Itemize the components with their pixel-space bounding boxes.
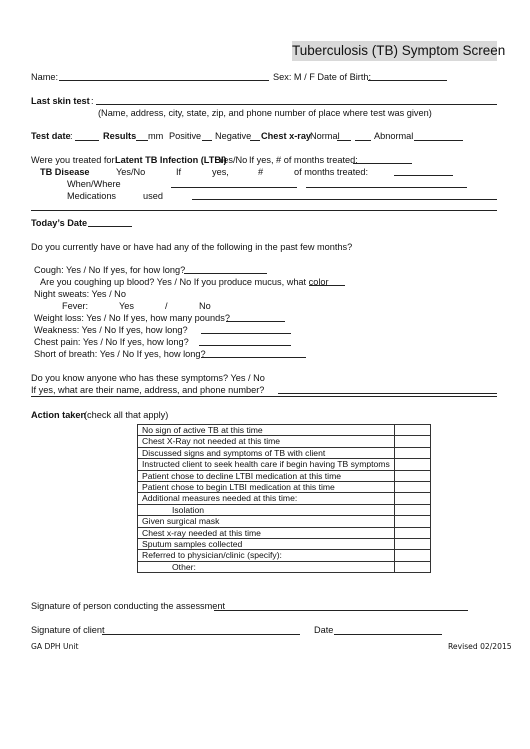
action-row-checkbox[interactable] <box>395 459 431 470</box>
action-row-label: Discussed signs and symptoms of TB with client <box>138 447 395 458</box>
abnormal-label: Abnormal <box>374 131 414 141</box>
treated-for-label: Were you treated for: <box>31 155 118 165</box>
signature-date-label: Date <box>314 625 334 635</box>
positive-field[interactable] <box>202 140 212 141</box>
medications-label: Medications <box>67 191 117 201</box>
todays-date-field[interactable] <box>88 226 132 227</box>
assessor-signature-label: Signature of person conducting the assessment <box>31 601 226 611</box>
last-skin-test-field[interactable] <box>96 104 497 105</box>
action-row-label: Patient chose to begin LTBI medication at this time <box>138 482 395 493</box>
name-field[interactable] <box>59 80 269 81</box>
action-row <box>138 539 431 550</box>
short-breath-field[interactable] <box>201 357 306 358</box>
tb-yes-label: yes, <box>212 167 229 177</box>
tb-disease-yes-no: Yes/No <box>116 167 146 177</box>
action-row-label: No sign of active TB at this time <box>138 425 395 436</box>
divider-2 <box>31 396 497 397</box>
ltbi-months-field[interactable] <box>353 163 412 164</box>
ltbi-label: Latent TB Infection (LTBI) <box>115 155 227 165</box>
action-row-label: Sputum samples collected <box>138 539 395 550</box>
todays-date-label: Today’s Date <box>31 218 88 228</box>
mucus-color-field[interactable] <box>309 285 345 286</box>
action-row <box>138 470 431 481</box>
fever-yes: Yes <box>119 301 134 311</box>
form-title: Tuberculosis (TB) Symptom Screen <box>292 41 497 61</box>
action-row-checkbox[interactable] <box>395 482 431 493</box>
action-row <box>138 459 431 470</box>
signature-date-field[interactable] <box>334 634 442 635</box>
tb-months-label: of months treated: <box>294 167 369 177</box>
action-row-checkbox[interactable] <box>395 527 431 538</box>
results-label: Results <box>103 131 137 141</box>
action-row-label: Isolation <box>138 504 395 515</box>
night-sweats-label: Night sweats: Yes / No <box>34 289 126 299</box>
action-row-label: Other: <box>138 561 395 572</box>
normal-label: Normal <box>310 131 340 141</box>
cough-label: Cough: Yes / No If yes, for how long? <box>34 265 186 275</box>
negative-label: Negative <box>215 131 252 141</box>
action-taken-label: Action taken <box>31 410 87 420</box>
ltbi-months-label: If yes, # of months treated: <box>249 155 358 165</box>
action-row-checkbox[interactable] <box>395 550 431 561</box>
action-row-label: Patient chose to decline LTBI medication at this time <box>138 470 395 481</box>
last-skin-test-label: Last skin test <box>31 96 90 106</box>
tb-if-label: If <box>176 167 182 177</box>
action-row-label: Referred to physician/clinic (specify): <box>138 550 395 561</box>
action-row-label: Chest x-ray needed at this time <box>138 527 395 538</box>
tb-disease-label: TB Disease <box>40 167 90 177</box>
footer-unit: GA DPH Unit <box>31 642 79 651</box>
name-label: Name: <box>31 72 59 82</box>
action-row-checkbox[interactable] <box>395 425 431 436</box>
used-label: used <box>143 191 163 201</box>
weight-loss-field[interactable] <box>226 321 285 322</box>
action-row-label: Chest X-Ray not needed at this time <box>138 436 395 447</box>
symptoms-question: Do you currently have or have had any of the following in the past few months? <box>31 242 353 252</box>
address-hint: (Name, address, city, state, zip, and phone number of place where test was given) <box>98 108 432 118</box>
action-row-checkbox[interactable] <box>395 493 431 504</box>
action-row <box>138 425 431 436</box>
client-signature-label: Signature of client <box>31 625 105 635</box>
action-row <box>138 436 431 447</box>
fever-slash: / <box>165 301 168 311</box>
action-row <box>138 527 431 538</box>
negative-field[interactable] <box>250 140 260 141</box>
weakness-label: Weakness: Yes / No If yes, how long? <box>34 325 188 335</box>
action-row-checkbox[interactable] <box>395 447 431 458</box>
ltbi-yes-no: Yes/No <box>218 155 248 165</box>
when-where-label: When/Where <box>67 179 121 189</box>
divider-1 <box>31 210 497 211</box>
action-row-label: Given surgical mask <box>138 516 395 527</box>
action-taken-hint: (check all that apply) <box>84 410 169 420</box>
normal-field-2[interactable] <box>355 140 371 141</box>
footer-revised: Revised 02/2015 <box>448 642 512 651</box>
assessor-signature-field[interactable] <box>214 610 468 611</box>
weight-loss-label: Weight loss: Yes / No If yes, how many pounds? <box>34 313 230 323</box>
medications-field[interactable] <box>192 199 497 200</box>
action-row-checkbox[interactable] <box>395 539 431 550</box>
action-row <box>138 504 431 515</box>
tb-hash-label: # <box>258 167 264 177</box>
test-date-colon: : <box>70 131 73 141</box>
action-row-label: Additional measures needed at this time: <box>138 493 395 504</box>
client-signature-field[interactable] <box>102 634 300 635</box>
action-row <box>138 482 431 493</box>
action-row <box>138 447 431 458</box>
action-row <box>138 550 431 561</box>
action-row <box>138 493 431 504</box>
action-row-checkbox[interactable] <box>395 504 431 515</box>
normal-field[interactable] <box>337 140 351 141</box>
action-row-checkbox[interactable] <box>395 516 431 527</box>
cough-duration-field[interactable] <box>184 273 267 274</box>
test-date-label: Test date <box>31 131 71 141</box>
chest-xray-label: Chest x-ray <box>261 131 312 141</box>
action-taken-table <box>137 424 431 573</box>
results-mm-field[interactable] <box>136 140 148 141</box>
date-of-birth-field[interactable] <box>368 80 447 81</box>
sex-dob-label: Sex: M / F Date of Birth: <box>273 72 372 82</box>
action-row <box>138 516 431 527</box>
action-row <box>138 561 431 572</box>
cough-blood-label: Are you coughing up blood? Yes / No If you produce mucus, what color <box>40 277 329 287</box>
where-field[interactable] <box>306 187 467 188</box>
test-date-field[interactable] <box>75 140 99 141</box>
contact-if-yes-label: If yes, what are their name, address, and phone number? <box>31 385 265 395</box>
chest-pain-field[interactable] <box>199 345 291 346</box>
chest-pain-label: Chest pain: Yes / No If yes, how long? <box>34 337 189 347</box>
contact-question: Do you know anyone who has these symptoms? Yes / No <box>31 373 265 383</box>
action-row-label: Instructed client to seek health care if begin having TB symptoms <box>138 459 395 470</box>
fever-label: Fever: <box>62 301 89 311</box>
tb-months-field[interactable] <box>394 175 453 176</box>
last-skin-test-colon: : <box>91 96 94 106</box>
mm-label: mm <box>148 131 164 141</box>
positive-label: Positive <box>169 131 202 141</box>
when-field[interactable] <box>171 187 297 188</box>
action-row-checkbox[interactable] <box>395 470 431 481</box>
action-row-checkbox[interactable] <box>395 436 431 447</box>
contact-details-field[interactable] <box>278 393 497 394</box>
short-breath-label: Short of breath: Yes / No If yes, how long? <box>34 349 206 359</box>
weakness-field[interactable] <box>201 333 291 334</box>
abnormal-field[interactable] <box>414 140 463 141</box>
fever-no: No <box>199 301 211 311</box>
action-row-checkbox[interactable] <box>395 561 431 572</box>
